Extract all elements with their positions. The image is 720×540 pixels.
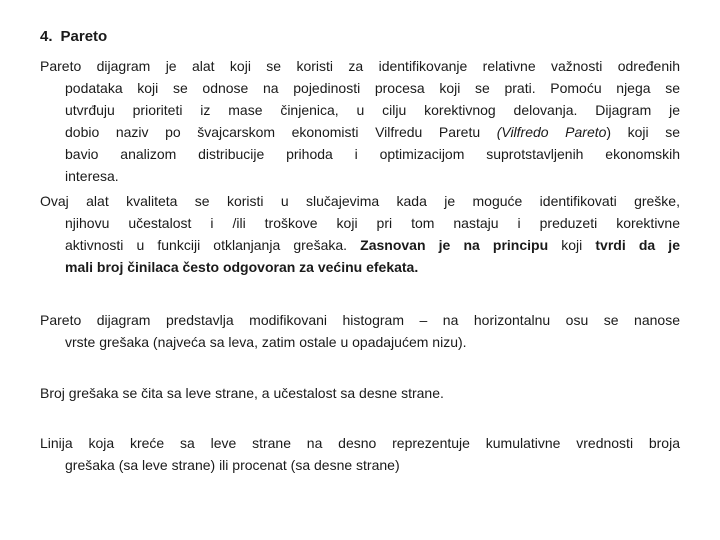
text-segment: Pareto dijagram je alat koji se koristi za identifikovanje relativne važnosti određenih xyxy=(40,58,680,74)
text-segment-bold: Zasnovan je na principu xyxy=(360,237,562,253)
paragraph-cumulative-line xyxy=(40,432,680,476)
text-line xyxy=(40,121,680,143)
text-segment: Broj grešaka se čita sa leve strane, a učestalost sa desne strane. xyxy=(40,385,444,401)
text-segment: njihovu učestalost i /ili troškove koji pri tom nastaju i preduzeti korektivne xyxy=(65,215,680,231)
text-line xyxy=(40,309,680,331)
text-line xyxy=(40,382,680,404)
text-line xyxy=(40,99,680,121)
text-line xyxy=(40,55,680,77)
text-segment-bold: mali broj činilaca često odgovoran za većinu efekata. xyxy=(65,259,419,275)
text-segment: dobio naziv po švajcarskom ekonomisti Vilfredu Paretu xyxy=(65,124,497,140)
text-segment-bold: tvrdi da je xyxy=(595,237,680,253)
text-segment-italic: (Vilfredo Pareto xyxy=(496,124,607,140)
text-line xyxy=(40,432,680,454)
text-segment: podataka koji se odnose na pojedinosti procesa koji se prati. Pomoću njega se xyxy=(65,80,680,96)
text-line xyxy=(40,77,680,99)
text-segment: Linija koja kreće sa leve strane na desno reprezentuje kumulativne vrednosti broja xyxy=(40,435,680,451)
text-line xyxy=(40,454,680,476)
slide-title xyxy=(40,26,680,48)
text-line xyxy=(40,143,680,165)
text-line xyxy=(40,212,680,234)
text-line xyxy=(40,256,680,278)
paragraph-pareto-definition xyxy=(40,55,680,187)
text-segment: interesa. xyxy=(65,168,119,184)
text-segment: Ovaj alat kvaliteta se koristi u slučajevima kada je moguće identifikovati greške, xyxy=(40,193,680,209)
text-segment: vrste grešaka (najveća sa leva, zatim ostale u opadajućem nizu). xyxy=(65,334,467,350)
text-segment: aktivnosti u funkciji otklanjanja grešaka. xyxy=(65,237,361,253)
text-segment: utvrđuju prioriteti iz mase činjenica, u cilju korektivnog delovanja. Dijagram je xyxy=(65,102,680,118)
text-segment: Pareto dijagram predstavlja modifikovani histogram – na horizontalnu osu se nanose xyxy=(40,312,680,328)
text-line xyxy=(40,165,680,187)
paragraph-usage xyxy=(40,190,680,278)
text-line xyxy=(40,331,680,353)
paragraph-histogram xyxy=(40,309,680,353)
slide-title-label: Pareto xyxy=(60,28,108,45)
text-segment: grešaka (sa leve strane) ili procenat (sa desne strane) xyxy=(65,457,400,473)
text-segment: ) koji se xyxy=(606,124,681,140)
slide-title-number: 4. xyxy=(40,28,53,45)
paragraph-reading-axes xyxy=(40,382,680,404)
text-segment: bavio analizom distribucije prihoda i optimizacijom suprotstavljenih ekonomskih xyxy=(65,146,680,162)
text-line xyxy=(40,190,680,212)
text-segment: koji xyxy=(561,237,596,253)
text-line xyxy=(40,234,680,256)
